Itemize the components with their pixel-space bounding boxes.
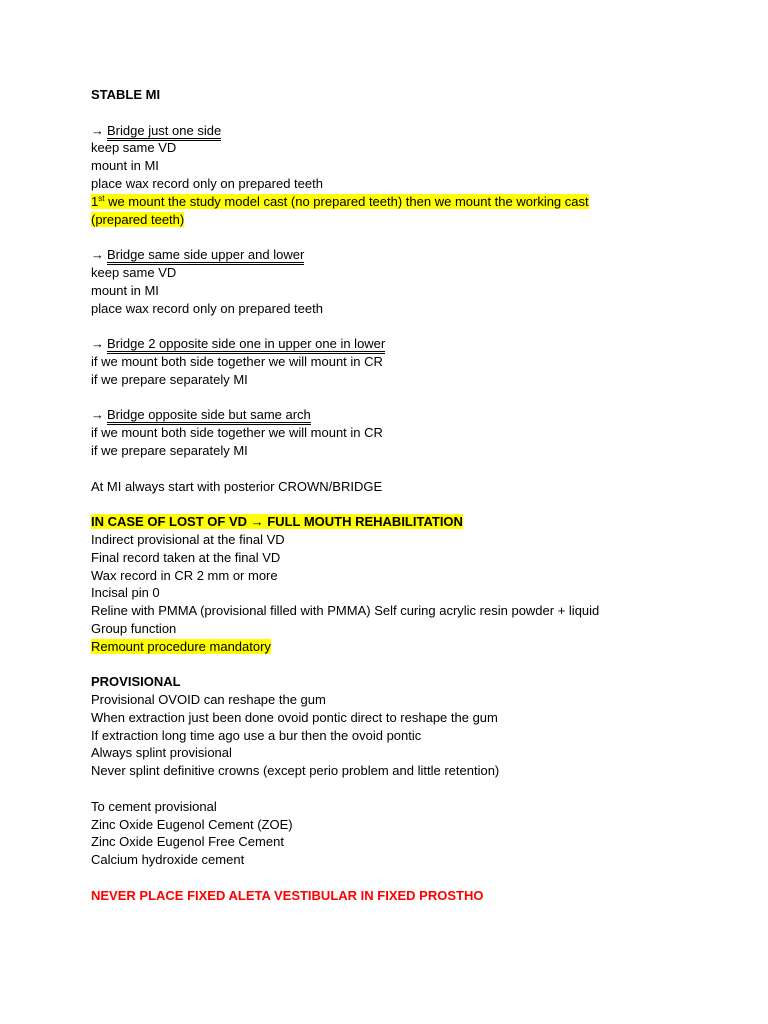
spacer xyxy=(91,780,731,798)
provisional-heading: PROVISIONAL xyxy=(91,674,181,690)
spacer xyxy=(91,656,731,674)
list-item: Never splint definitive crowns (except perio problem and little retention) xyxy=(91,763,500,779)
warning-text: NEVER PLACE FIXED ALETA VESTIBULAR IN FIXED PROSTHO xyxy=(91,887,484,903)
heading-text-a: IN CASE OF LOST OF VD xyxy=(91,514,251,530)
arrow-right-icon: → xyxy=(91,247,104,263)
ordinal-suffix: st xyxy=(98,193,105,203)
arrow-right-icon: → xyxy=(91,122,104,138)
text-line: mount in MI xyxy=(91,282,159,298)
list-item: Final record taken at the final VD xyxy=(91,549,281,565)
spacer xyxy=(91,869,731,887)
text-line: keep same VD xyxy=(91,264,177,280)
highlight-span: (prepared teeth) xyxy=(91,211,185,227)
highlight-span: Remount procedure mandatory xyxy=(91,638,271,654)
spacer xyxy=(91,104,731,122)
mi-posterior-note: At MI always start with posterior CROWN/BRIDGE xyxy=(91,478,383,494)
list-item: Provisional OVOID can reshape the gum xyxy=(91,692,326,708)
list-item: Zinc Oxide Eugenol Free Cement xyxy=(91,834,284,850)
text-line: if we prepare separately MI xyxy=(91,442,248,458)
section-bridge-same-arch-title xyxy=(91,406,731,424)
list-item: If extraction long time ago use a bur then the ovoid pontic xyxy=(91,727,422,743)
text-line: if we prepare separately MI xyxy=(91,371,248,387)
document-body xyxy=(91,86,731,905)
note-text: we mount the study model cast (no prepared teeth) then we mount the working cast xyxy=(104,193,589,209)
highlighted-note xyxy=(91,193,731,211)
text-line: keep same VD xyxy=(91,140,177,156)
text-line: if we mount both side together we will mount in CR xyxy=(91,425,383,441)
section-bridge-one-side-title xyxy=(91,122,731,140)
highlight-span xyxy=(91,514,463,529)
list-item: Incisal pin 0 xyxy=(91,585,160,601)
spacer xyxy=(91,389,731,407)
text-line: if we mount both side together we will mount in CR xyxy=(91,353,383,369)
list-item: Group function xyxy=(91,620,177,636)
list-item: Reline with PMMA (provisional filled with PMMA) Self curing acrylic resin powder + liquid xyxy=(91,603,600,619)
heading-stable-mi: STABLE MI xyxy=(91,87,161,102)
section-bridge-opposite-upper-lower-title xyxy=(91,335,731,353)
section-title-text: Bridge same side upper and lower xyxy=(107,248,304,265)
list-item: Zinc Oxide Eugenol Cement (ZOE) xyxy=(91,816,293,832)
section-bridge-same-side-title xyxy=(91,246,731,264)
spacer xyxy=(91,228,731,246)
text-line: place wax record only on prepared teeth xyxy=(91,175,323,191)
arrow-right-icon: → xyxy=(91,407,104,423)
text-line: place wax record only on prepared teeth xyxy=(91,300,323,316)
list-item: Indirect provisional at the final VD xyxy=(91,531,285,547)
ordinal-number: 1 xyxy=(91,193,99,209)
section-title-text: Bridge opposite side but same arch xyxy=(107,408,311,425)
list-item: Wax record in CR 2 mm or more xyxy=(91,567,278,583)
cement-heading: To cement provisional xyxy=(91,798,217,814)
list-item: When extraction just been done ovoid pontic direct to reshape the gum xyxy=(91,709,498,725)
arrow-right-icon: → xyxy=(91,336,104,352)
spacer xyxy=(91,317,731,335)
highlighted-note-continued xyxy=(91,211,731,229)
heading-text-b: FULL MOUTH REHABILITATION xyxy=(263,514,463,530)
highlight-span xyxy=(91,194,589,209)
list-item: Calcium hydroxide cement xyxy=(91,852,245,868)
text-line: mount in MI xyxy=(91,158,159,174)
arrow-right-icon: → xyxy=(250,514,264,530)
list-item: Always splint provisional xyxy=(91,745,232,761)
lost-vd-heading xyxy=(91,513,731,531)
remount-note xyxy=(91,638,731,656)
section-title-text: Bridge 2 opposite side one in upper one in lower xyxy=(107,337,385,354)
section-title-text: Bridge just one side xyxy=(107,124,221,141)
spacer xyxy=(91,460,731,478)
spacer xyxy=(91,495,731,513)
